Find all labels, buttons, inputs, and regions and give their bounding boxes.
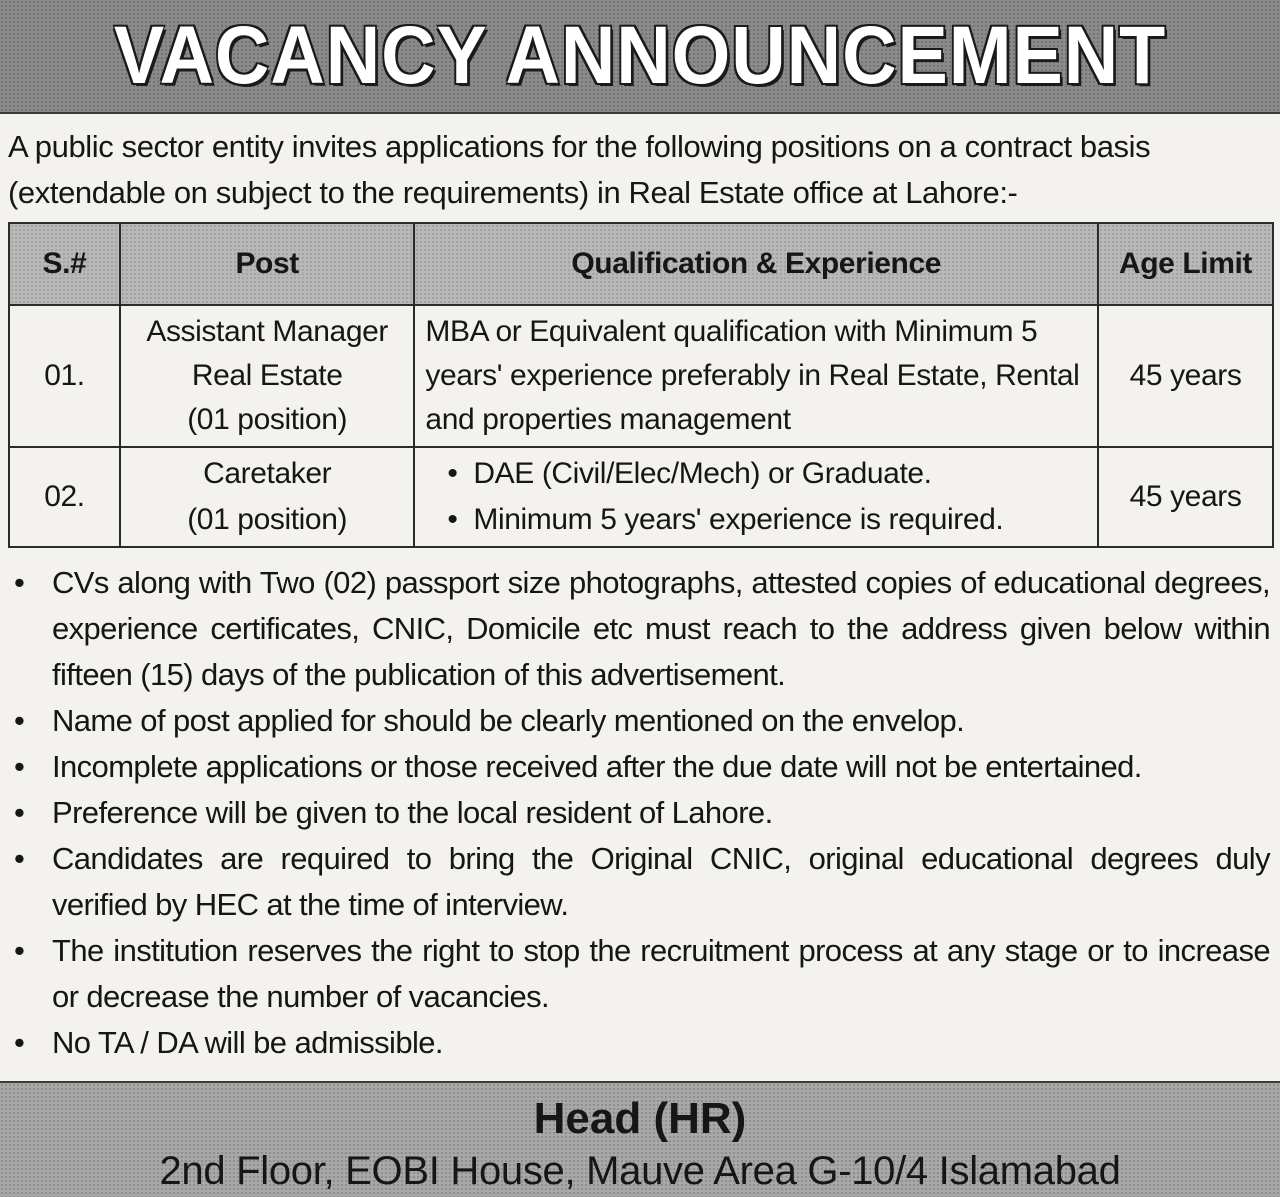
column-header-sno: S.# bbox=[9, 223, 120, 305]
post-title-line: Real Estate bbox=[191, 359, 343, 392]
post-title-line: Caretaker bbox=[203, 457, 332, 490]
bullet-icon: • bbox=[14, 565, 25, 600]
post-title-line: (01 position) bbox=[187, 403, 348, 436]
cell-sno: 01. bbox=[9, 305, 120, 447]
column-header-qualification: Qualification & Experience bbox=[414, 223, 1098, 305]
condition-text: No TA / DA will be admissible. bbox=[52, 1025, 443, 1060]
condition-item bbox=[8, 1020, 1270, 1066]
qualification-list bbox=[425, 451, 1087, 543]
table-row bbox=[9, 447, 1273, 547]
cell-post bbox=[120, 447, 415, 547]
cell-post bbox=[120, 305, 415, 447]
contact-footer bbox=[0, 1081, 1280, 1197]
bullet-icon: • bbox=[14, 933, 25, 968]
header-banner bbox=[0, 0, 1280, 114]
column-header-post: Post bbox=[120, 223, 415, 305]
contact-title: Head (HR) bbox=[533, 1094, 747, 1143]
bullet-icon: • bbox=[14, 795, 25, 830]
bullet-icon: • bbox=[14, 841, 25, 876]
condition-text: The institution reserves the right to stop the recruitment process at any stage or to increase or decrease the number of vacancies. bbox=[52, 933, 1270, 1014]
post-title-line: (01 position) bbox=[187, 503, 348, 536]
cell-age-limit: 45 years bbox=[1098, 447, 1273, 547]
cell-qualification bbox=[414, 447, 1098, 547]
condition-text: Incomplete applications or those received after the due date will not be entertained. bbox=[52, 749, 1142, 784]
column-header-age-limit: Age Limit bbox=[1098, 223, 1273, 305]
cell-age-limit: 45 years bbox=[1098, 305, 1273, 447]
condition-item bbox=[8, 928, 1270, 1020]
bullet-icon: • bbox=[14, 703, 25, 738]
intro-paragraph bbox=[8, 124, 1274, 216]
condition-item bbox=[8, 698, 1270, 744]
contact-address: 2nd Floor, EOBI House, Mauve Area G-10/4 Islamabad bbox=[159, 1149, 1121, 1193]
condition-item bbox=[8, 836, 1270, 928]
vacancy-table bbox=[8, 222, 1274, 548]
condition-text: Name of post applied for should be clearly mentioned on the envelop. bbox=[52, 703, 965, 738]
cell-sno: 02. bbox=[9, 447, 120, 547]
condition-item bbox=[8, 790, 1270, 836]
page-title: VACANCY ANNOUNCEMENT bbox=[113, 10, 1167, 101]
conditions-list bbox=[8, 560, 1270, 1066]
cell-qualification: MBA or Equivalent qualification with Minimum 5 years' experience preferably in Real Estate, Rental and properties management bbox=[414, 305, 1098, 447]
intro-line-1: A public sector entity invites applications for the following positions on a contract basis bbox=[8, 129, 1151, 164]
intro-line-2: (extendable on subject to the requirements) in Real Estate office at Lahore:- bbox=[8, 175, 1018, 210]
condition-item bbox=[8, 744, 1270, 790]
table-row bbox=[9, 305, 1273, 447]
condition-text: Preference will be given to the local resident of Lahore. bbox=[52, 795, 773, 830]
condition-item bbox=[8, 560, 1270, 698]
bullet-icon: • bbox=[14, 749, 25, 784]
qualification-item: • DAE (Civil/Elec/Mech) or Graduate. bbox=[447, 451, 1087, 497]
post-title-line: Assistant Manager bbox=[146, 315, 388, 348]
table-header-row bbox=[9, 223, 1273, 305]
qualification-item: • Minimum 5 years' experience is required. bbox=[447, 497, 1087, 543]
bullet-icon: • bbox=[14, 1025, 25, 1060]
condition-text: Candidates are required to bring the Original CNIC, original educational degrees duly verified by HEC at the time of interview. bbox=[52, 841, 1270, 922]
condition-text: CVs along with Two (02) passport size photographs, attested copies of educational degrees, experience certificates, CNIC, Domicile etc must reach to the address given below within fifteen (15) days of the publication of this advertisement. bbox=[52, 565, 1270, 692]
